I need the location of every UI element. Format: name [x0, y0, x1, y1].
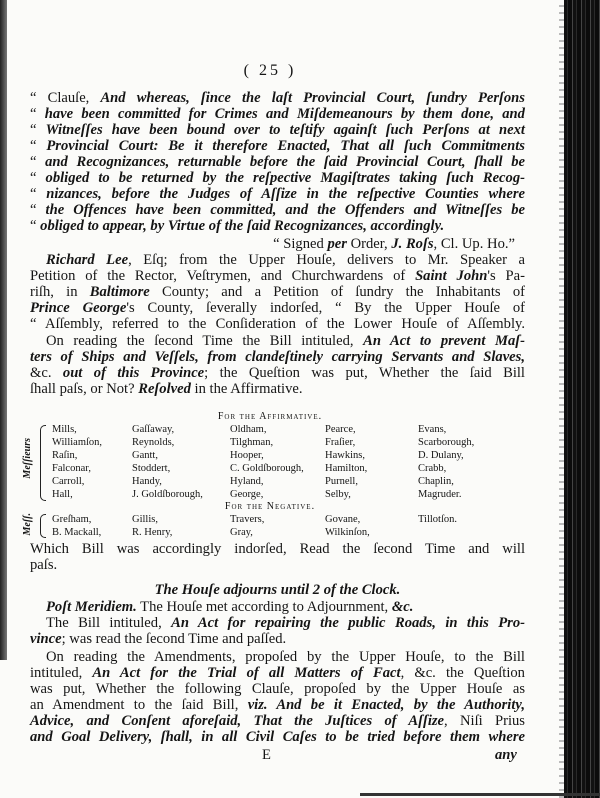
- roman-text: “: [30, 218, 41, 234]
- roman-text: ; was read the ſecond Time and paſſed.: [61, 631, 287, 647]
- text-line: [30, 138, 525, 154]
- vote-name: Stoddert,: [132, 463, 171, 474]
- vote-name: Falconar,: [52, 463, 91, 474]
- page-number: ( 25 ): [243, 62, 297, 79]
- italic-text: out of this Province: [62, 365, 205, 381]
- vote-name: J. Goldſborough,: [132, 489, 203, 500]
- roman-text: “: [30, 154, 46, 170]
- vote-name: C. Goldſborough,: [230, 463, 304, 474]
- vote-name: Gillis,: [132, 514, 158, 525]
- vote-name: Pearce,: [325, 424, 356, 435]
- roman-text: The Houſe met according to Adjournment,: [136, 599, 392, 615]
- text-line: [30, 268, 525, 284]
- brace-icon: [40, 425, 46, 501]
- roman-text: The Bill intituled,: [46, 615, 172, 631]
- text-line: [30, 381, 525, 397]
- vote-name: Purnell,: [325, 476, 358, 487]
- vote-name: Gantt,: [132, 450, 158, 461]
- vote-name: Tillotſon.: [418, 514, 458, 525]
- italic-text: and Goal Delivery, ſhall, in all Civil Caſes to be tried before them where: [30, 729, 525, 745]
- text-line: [30, 557, 525, 573]
- vote-name: Hyland,: [230, 476, 264, 487]
- roman-text: , &c. the Queſtion: [400, 665, 525, 681]
- vote-name: R. Henry,: [132, 527, 173, 538]
- roman-text: “ Signed: [273, 236, 328, 252]
- italic-text: and Recognizances, returnable before the ſaid Provincial Court, ſhall be: [45, 154, 525, 170]
- italic-text: And whereas, ſince the laſt Provincial Court, ſundry Perſons: [100, 90, 525, 106]
- roman-text: Order,: [346, 236, 392, 252]
- signature-mark: E: [262, 747, 271, 763]
- vote-name: Hawkins,: [325, 450, 365, 461]
- italic-text: An Act for the Trial of all Matters of Fact: [92, 665, 401, 681]
- vote-name: Crabb,: [418, 463, 447, 474]
- roman-text: 's County, ſeverally indorſed, “ By the Upper Houſe of: [126, 300, 525, 316]
- vote-name: Selby,: [325, 489, 351, 500]
- vote-name: Raſin,: [52, 450, 78, 461]
- text-line: [30, 365, 525, 381]
- brace-icon: [40, 514, 46, 538]
- text-line: [30, 300, 525, 316]
- vote-name: Gaſſaway,: [132, 424, 175, 435]
- vote-name: Handy,: [132, 476, 162, 487]
- italic-text: obliged to be returned by the reſpective Magiſtrates taking ſuch Recog-: [45, 170, 525, 186]
- text-line: [30, 582, 525, 598]
- vote-name: Govane,: [325, 514, 361, 525]
- roman-text: County; and a Petition of ſundry the Inhabitants of: [149, 284, 525, 300]
- text-line: [30, 122, 525, 138]
- vote-name: Mills,: [52, 424, 77, 435]
- vote-name: Carroll,: [52, 476, 85, 487]
- text-line: [46, 615, 525, 631]
- text-line: [30, 631, 525, 647]
- roman-text: intituled,: [30, 665, 93, 681]
- roman-text: &c.: [30, 365, 63, 381]
- vote-name: Magruder.: [418, 489, 462, 500]
- roman-text: an Amendment to the ſaid Bill,: [30, 697, 248, 713]
- roman-text: , Eſq; from the Upper Houſe, delivers to Mr. Speaker a: [128, 252, 525, 268]
- italic-text: Witneſſes have been bound over to teſtify againſt ſuch Perſons at next: [45, 122, 525, 138]
- vote-name: Hamilton,: [325, 463, 368, 474]
- italic-text: Saint John: [415, 268, 488, 284]
- vote-name: Reynolds,: [132, 437, 175, 448]
- italic-text: An Act to prevent Maſ-: [363, 333, 525, 349]
- vote-name: Williamſon,: [52, 437, 103, 448]
- italic-text: Advice, and Conſent aforeſaid, That the Juſtices of Aſſize: [30, 713, 445, 729]
- italic-text: obliged to appear, by Virtue of the ſaid Recognizances, accordingly.: [40, 218, 445, 234]
- roman-text: “: [30, 170, 46, 186]
- roman-text: Which Bill was accordingly indorſed, Read the ſecond Time and will: [30, 541, 525, 557]
- text-line: [46, 333, 525, 349]
- vote-name: Hall,: [52, 489, 73, 500]
- vote-name: Hooper,: [230, 450, 264, 461]
- vote-name: B. Mackall,: [52, 527, 102, 538]
- text-line: [30, 681, 525, 697]
- roman-text: On reading the Amendments, propoſed by the Upper Houſe, to the Bill: [46, 649, 525, 665]
- text-line: [30, 218, 525, 234]
- italic-text: the Offences have been committed, and the Offenders and Witneſſes be: [45, 202, 525, 218]
- italic-text: Reſolved: [138, 381, 191, 397]
- text-line: [30, 316, 525, 332]
- side-label-mess: Meſſ.: [22, 513, 33, 536]
- italic-text: Provincial Court: Be it therefore Enacted, That all ſuch Commitments: [46, 138, 525, 154]
- text-line: [46, 252, 525, 268]
- vote-name: Travers,: [230, 514, 265, 525]
- roman-text: “ Aſſembly, referred to the Conſideration of the Lower Houſe of Aſſembly.: [30, 316, 525, 332]
- italic-text: J. Roſs: [391, 236, 434, 252]
- italic-text: vince: [30, 631, 62, 647]
- italic-text: &c.: [391, 599, 414, 615]
- italic-text: An Act for repairing the public Roads, in this Pro-: [171, 615, 525, 631]
- roman-text: paſs.: [30, 557, 58, 573]
- text-line: [30, 349, 525, 365]
- italic-text: Poſt Meridiem.: [46, 599, 137, 615]
- text-line: [30, 202, 525, 218]
- vote-name: Chaplin,: [418, 476, 454, 487]
- vote-name: Evans,: [418, 424, 447, 435]
- italic-text: viz. And be it Enacted, by the Authority,: [247, 697, 525, 713]
- roman-text: , Cl. Up. Ho.”: [433, 236, 515, 252]
- italic-text: Baltimore: [89, 284, 150, 300]
- italic-text: have been committed for Crimes and Miſdemeanours by them done, and: [44, 106, 525, 122]
- text-line: [30, 90, 525, 106]
- italic-text: nizances, before the Judges of Aſſize in the reſpective Counties where: [46, 186, 525, 202]
- vote-name: Fraſier,: [325, 437, 356, 448]
- text-line: [30, 154, 525, 170]
- italic-text: Richard Lee: [46, 252, 129, 268]
- italic-text: The Houſe adjourns until 2 of the Clock.: [154, 582, 401, 598]
- roman-text: Petition of the Rector, Veſtrymen, and Churchwardens of: [30, 268, 416, 284]
- vote-name: Wilkinſon,: [325, 527, 370, 538]
- page-bottom-edge: [360, 793, 600, 796]
- page-left-edge: [0, 0, 7, 660]
- roman-text: “: [30, 106, 45, 122]
- roman-text: 's Pa-: [487, 268, 525, 284]
- roman-text: ſhall paſs, or Not?: [30, 381, 139, 397]
- roman-text: “: [30, 186, 47, 202]
- text-line: [30, 284, 525, 300]
- catchword: any: [495, 747, 517, 763]
- text-line: [30, 697, 525, 713]
- vote-name: Scarborough,: [418, 437, 475, 448]
- vote-name: D. Dulany,: [418, 450, 464, 461]
- italic-text: per: [327, 236, 347, 252]
- text-line: [30, 106, 525, 122]
- text-line: [30, 541, 525, 557]
- vote-name: Gray,: [230, 527, 253, 538]
- roman-text: was put, Whether the following Clauſe, propoſed by the Upper Houſe as: [30, 681, 525, 697]
- side-label-messieurs: Meſſieurs: [22, 438, 33, 479]
- text-line: [30, 186, 525, 202]
- vote-name: Tilghman,: [230, 437, 274, 448]
- text-line: [30, 729, 525, 745]
- text-line: [30, 665, 525, 681]
- text-line: [30, 170, 525, 186]
- text-line: [30, 713, 525, 729]
- negative-heading: For the Negative.: [224, 501, 316, 512]
- book-binding-edge: [564, 0, 600, 798]
- vote-name: Oldham,: [230, 424, 267, 435]
- text-line: [30, 236, 515, 252]
- text-line: [46, 599, 525, 615]
- roman-text: “: [30, 122, 46, 138]
- italic-text: Prince George: [30, 300, 127, 316]
- vote-name: George,: [230, 489, 264, 500]
- roman-text: “: [30, 202, 46, 218]
- roman-text: “: [30, 138, 47, 154]
- roman-text: ; the Queſtion was put, Whether the ſaid Bill: [204, 365, 525, 381]
- roman-text: , Niſi Prius: [444, 713, 525, 729]
- italic-text: ters of Ships and Veſſels, from clandeſtinely carrying Servants and Slaves,: [30, 349, 525, 365]
- text-line: [46, 649, 525, 665]
- roman-text: On reading the ſecond Time the Bill intituled,: [46, 333, 364, 349]
- affirmative-heading: For the Affirmative.: [217, 411, 323, 422]
- roman-text: in the Affirmative.: [190, 381, 303, 397]
- roman-text: riſh, in: [30, 284, 90, 300]
- vote-name: Greſham,: [52, 514, 92, 525]
- roman-text: “ Clauſe,: [30, 90, 101, 106]
